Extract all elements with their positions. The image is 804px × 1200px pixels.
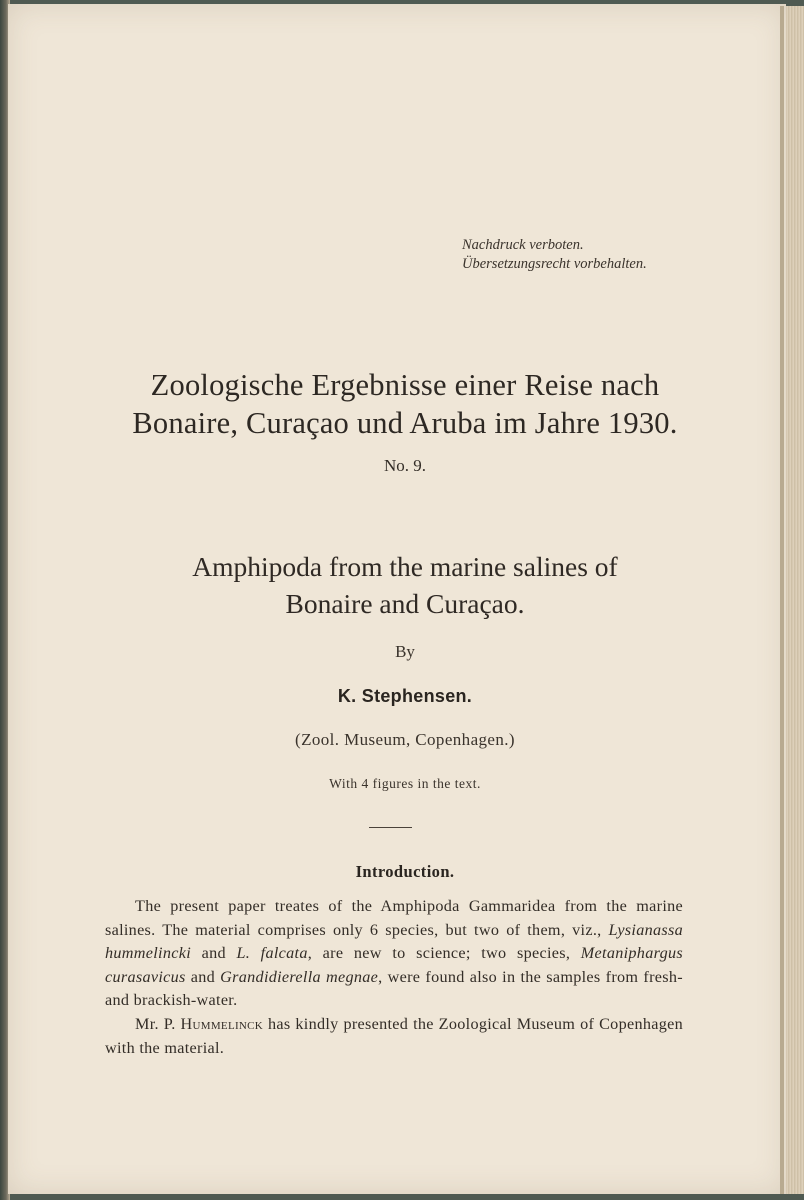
species-name: Grandidierella megnae [220, 967, 379, 986]
text-run: , are new to science; two species, [307, 944, 571, 963]
introduction-body [105, 895, 683, 1060]
author-affiliation: (Zool. Museum, Copenhagen.) [295, 730, 515, 749]
text-run: The present paper treates of the Amphipoda Gammaridea from the marine salines. The material comprises only 6 species, but two of them, viz., [105, 897, 683, 939]
page-edge-shadow [780, 6, 784, 1194]
section-heading: Introduction. [355, 862, 455, 881]
text-run: and [201, 944, 226, 963]
species-name: L. falcata [236, 944, 308, 963]
species-name: Metaniphargus curasavicus [105, 944, 683, 986]
paragraph-1 [105, 895, 683, 1013]
imprint-line-2: Übersetzungsrecht vorbehalten. [462, 256, 647, 272]
paper-title-line-1: Amphipoda from the marine salines of [192, 551, 618, 582]
text-run: and [190, 967, 216, 986]
imprint-line-1: Nachdruck verboten. [462, 237, 584, 253]
series-title [40, 366, 770, 442]
series-title-line-2: Bonaire, Curaçao und Aruba im Jahre 1930. [132, 406, 678, 440]
text-run: Mr. P. [135, 1014, 176, 1033]
imprint-notice [462, 236, 722, 274]
paper-title-line-2: Bonaire and Curaçao. [285, 588, 525, 619]
paragraph-2 [105, 1013, 683, 1060]
species-name: Lysianassa hummelincki [105, 920, 683, 963]
section-divider [369, 827, 412, 828]
series-number: No. 9. [383, 456, 427, 475]
text-run: has kindly presented the Zoological Museum of Copenhagen with the material. [105, 1014, 683, 1057]
series-title-line-1: Zoologische Ergebnisse einer Reise nach [150, 368, 660, 402]
byline-label: By [395, 642, 415, 661]
text-run: , were found also in the samples from fresh- and brackish-water. [105, 967, 683, 1010]
person-name: Hummelinck [180, 1014, 264, 1033]
figures-note: With 4 figures in the text. [329, 776, 481, 791]
author-name: K. Stephensen. [337, 686, 473, 706]
paper-title [40, 548, 770, 622]
